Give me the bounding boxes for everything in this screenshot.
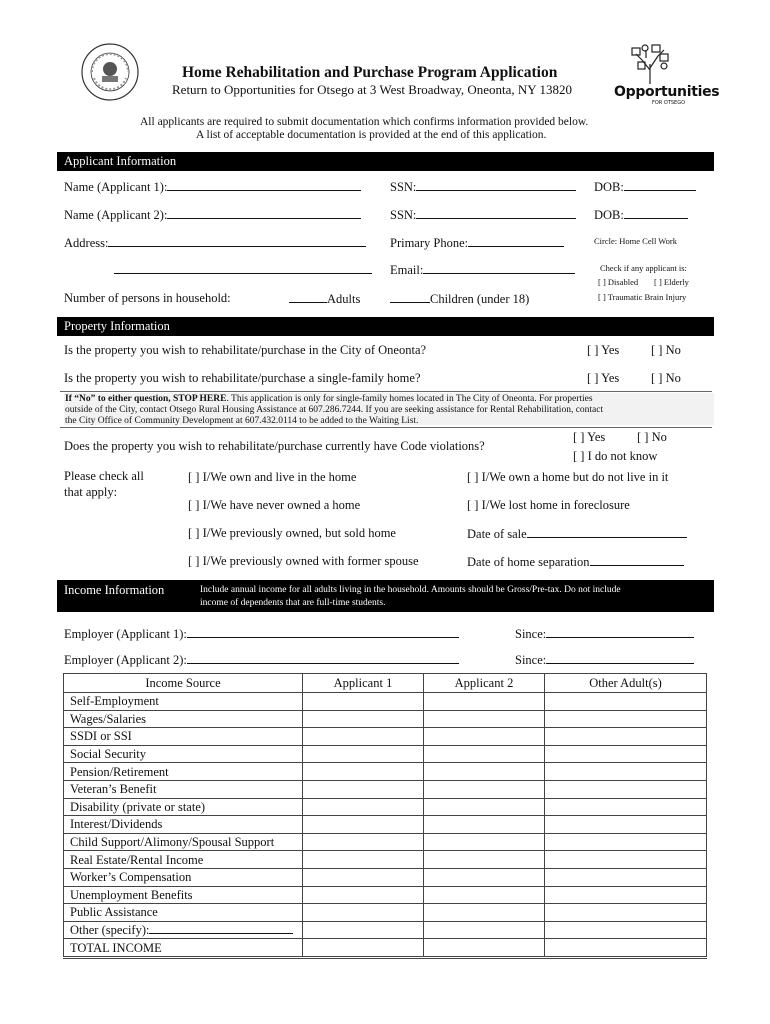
applicant1-amount-cell[interactable] [303, 851, 424, 869]
logo-subtext: FOR OTSEGO [652, 100, 686, 106]
applicant1-amount-cell[interactable] [303, 728, 424, 746]
q2-yes-checkbox[interactable]: [ ] Yes [587, 371, 620, 385]
total-income-label: TOTAL INCOME [64, 939, 303, 958]
income-source-label: Child Support/Alimony/Spousal Support [64, 833, 303, 851]
other-adults-amount-cell[interactable] [545, 693, 707, 711]
address-field[interactable] [64, 235, 366, 251]
q1-yes-checkbox[interactable]: [ ] Yes [587, 343, 620, 357]
own-not-live-checkbox[interactable]: [ ] I/We own a home but do not live in it [467, 470, 669, 484]
income-source-label: Self-Employment [64, 693, 303, 711]
table-row [64, 728, 707, 746]
income-source-label: Real Estate/Rental Income [64, 851, 303, 869]
applicant1-amount-cell[interactable] [303, 868, 424, 886]
applicant1-amount-cell[interactable] [303, 763, 424, 781]
income-section-header [57, 580, 714, 612]
income-source-label: Veteran’s Benefit [64, 780, 303, 798]
applicant2-amount-cell[interactable] [424, 780, 545, 798]
col-applicant1: Applicant 1 [303, 674, 424, 693]
other-adults-amount-cell[interactable] [545, 728, 707, 746]
return-address: Return to Opportunities for Otsego at 3 West Broadway, Oneonta, NY 13820 [172, 82, 572, 97]
ssn1-label: SSN: [390, 180, 417, 194]
date-of-separation-label: Date of home separation [467, 555, 590, 569]
dob1-label: DOB: [594, 180, 624, 194]
applicant1-amount-cell[interactable] [303, 833, 424, 851]
table-row [64, 886, 707, 904]
income-source-label: Interest/Dividends [64, 816, 303, 834]
other-adults-amount-cell[interactable] [545, 798, 707, 816]
total-applicant1-cell[interactable] [303, 939, 424, 958]
other-adults-amount-cell[interactable] [545, 710, 707, 728]
children-label: Children (under 18) [430, 292, 530, 306]
table-row [64, 710, 707, 728]
q2-no-checkbox[interactable]: [ ] No [651, 371, 681, 385]
since2-field[interactable] [515, 652, 694, 668]
property-section-header [57, 317, 714, 336]
applicant2-amount-cell[interactable] [424, 728, 545, 746]
adults-field[interactable] [289, 291, 360, 307]
logo-text: Opportunities [614, 84, 720, 100]
applicant-section-header [57, 152, 714, 171]
applicant2-amount-cell[interactable] [424, 710, 545, 728]
table-row [64, 904, 707, 922]
elderly-checkbox[interactable]: [ ] Elderly [654, 277, 689, 287]
employer2-field[interactable] [64, 652, 459, 668]
other-adults-amount-cell[interactable] [545, 904, 707, 922]
since2-label: Since: [515, 653, 547, 667]
q3-yes-checkbox[interactable]: [ ] Yes [573, 430, 606, 444]
applicant-section-title: Applicant Information [64, 154, 177, 168]
property-section-title: Property Information [64, 319, 170, 333]
q3-dont-know-checkbox[interactable]: [ ] I do not know [573, 449, 658, 463]
primary-phone-field[interactable] [390, 235, 564, 251]
income-note-line1: Include annual income for all adults living in the household. Amounts should be Gross/Pre-tax. Do not include [200, 585, 621, 595]
other-adults-amount-cell[interactable] [545, 921, 707, 939]
income-table-header [64, 674, 707, 693]
income-table [63, 673, 707, 959]
col-other-adults: Other Adult(s) [545, 674, 707, 693]
since1-label: Since: [515, 627, 547, 641]
applicant2-amount-cell[interactable] [424, 798, 545, 816]
check-all-label-1: Please check all [64, 469, 144, 483]
applicant2-amount-cell[interactable] [424, 833, 545, 851]
date-of-sale-field[interactable] [467, 526, 687, 542]
applicant1-amount-cell[interactable] [303, 921, 424, 939]
sold-home-checkbox[interactable]: [ ] I/We previously owned, but sold home [188, 526, 396, 540]
dob2-field[interactable] [594, 207, 688, 223]
dob2-label: DOB: [594, 208, 624, 222]
applicant1-amount-cell[interactable] [303, 816, 424, 834]
employer2-label: Employer (Applicant 2): [64, 653, 187, 667]
income-source-label: Unemployment Benefits [64, 886, 303, 904]
table-row [64, 798, 707, 816]
income-source-label: Pension/Retirement [64, 763, 303, 781]
table-row [64, 851, 707, 869]
never-owned-checkbox[interactable]: [ ] I/We have never owned a home [188, 498, 361, 512]
income-source-label: Public Assistance [64, 904, 303, 922]
city-seal [80, 42, 140, 102]
col-income-source: Income Source [64, 674, 303, 693]
table-row [64, 780, 707, 798]
other-adults-amount-cell[interactable] [545, 868, 707, 886]
primary-phone-label: Primary Phone: [390, 236, 469, 250]
applicant2-amount-cell[interactable] [424, 921, 545, 939]
table-row [64, 816, 707, 834]
form-title: Home Rehabilitation and Purchase Program Application [182, 64, 558, 81]
applicant2-amount-cell[interactable] [424, 904, 545, 922]
other-adults-amount-cell[interactable] [545, 816, 707, 834]
applicant1-amount-cell[interactable] [303, 710, 424, 728]
opportunities-logo [612, 40, 720, 106]
applicant2-amount-cell[interactable] [424, 816, 545, 834]
email-label: Email: [390, 263, 424, 277]
table-row [64, 868, 707, 886]
foreclosure-checkbox[interactable]: [ ] I/We lost home in foreclosure [467, 498, 630, 512]
stop-here-text: If “No” to either question, STOP HERE [65, 394, 227, 404]
check-if-label: Check if any applicant is: [600, 263, 687, 273]
dob1-field[interactable] [594, 179, 696, 195]
other-adults-amount-cell[interactable] [545, 833, 707, 851]
income-note-line2: income of dependents that are full-time students. [200, 598, 386, 608]
table-row [64, 745, 707, 763]
check-all-label-2: that apply: [64, 485, 118, 499]
q1-no-checkbox[interactable]: [ ] No [651, 343, 681, 357]
applicant1-amount-cell[interactable] [303, 886, 424, 904]
address-label: Address: [64, 236, 109, 250]
name-applicant1-label: Name (Applicant 1): [64, 180, 168, 194]
income-source-label: Social Security [64, 745, 303, 763]
table-row [64, 921, 707, 939]
applicant2-amount-cell[interactable] [424, 851, 545, 869]
ssn2-label: SSN: [390, 208, 417, 222]
income-section-title: Income Information [64, 583, 165, 597]
stop-notice-line2: outside of the City, contact Otsego Rural Housing Assistance at 607.286.7244. If you are seeking assistance for Rental Rehabilitation, contact [65, 405, 604, 415]
phone-type-options[interactable]: Circle: Home Cell Work [594, 236, 677, 246]
name-applicant1-field[interactable] [64, 179, 361, 195]
other-adults-amount-cell[interactable] [545, 851, 707, 869]
table-row [64, 693, 707, 711]
applicant1-amount-cell[interactable] [303, 745, 424, 763]
disabled-checkbox[interactable]: [ ] Disabled [598, 277, 639, 287]
applicant2-amount-cell[interactable] [424, 745, 545, 763]
other-adults-amount-cell[interactable] [545, 745, 707, 763]
income-source-label: Other (specify): [64, 921, 303, 939]
col-applicant2: Applicant 2 [424, 674, 545, 693]
other-adults-amount-cell[interactable] [545, 886, 707, 904]
employer1-label: Employer (Applicant 1): [64, 627, 187, 641]
own-live-checkbox[interactable]: [ ] I/We own and live in the home [188, 470, 357, 484]
total-applicant2-cell[interactable] [424, 939, 545, 958]
stop-notice-line3: the City Office of Community Development at 607.432.0114 to be added to the Waiting List. [65, 416, 419, 426]
since1-field[interactable] [515, 626, 694, 642]
applicant2-amount-cell[interactable] [424, 763, 545, 781]
email-field[interactable] [390, 262, 575, 278]
ssn1-field[interactable] [390, 179, 576, 195]
other-adults-amount-cell[interactable] [545, 763, 707, 781]
intro-line-2: A list of acceptable documentation is provided at the end of this application. [196, 129, 547, 141]
applicant1-amount-cell[interactable] [303, 798, 424, 816]
name-applicant2-field[interactable] [64, 207, 361, 223]
total-other-adults-cell[interactable] [545, 939, 707, 958]
former-spouse-checkbox[interactable]: [ ] I/We previously owned with former spouse [188, 554, 419, 568]
date-of-sale-label: Date of sale [467, 527, 527, 541]
income-source-label: Disability (private or state) [64, 798, 303, 816]
income-source-label: Wages/Salaries [64, 710, 303, 728]
children-field[interactable] [390, 291, 529, 307]
applicant1-amount-cell[interactable] [303, 693, 424, 711]
intro-line-1: All applicants are required to submit documentation which confirms information provided below. [140, 116, 589, 128]
applicant2-amount-cell[interactable] [424, 693, 545, 711]
table-row [64, 763, 707, 781]
adults-label: Adults [327, 292, 361, 306]
applicant2-amount-cell[interactable] [424, 868, 545, 886]
employer1-field[interactable] [64, 626, 459, 642]
total-income-row [64, 939, 707, 958]
stop-notice-line1: If “No” to either question, STOP HERE. This application is only for single-family homes located in The City of Oneonta. For properties [65, 394, 593, 404]
ssn2-field[interactable] [390, 207, 576, 223]
question-code-violations: Does the property you wish to rehabilitate/purchase currently have Code violations? [64, 439, 485, 453]
applicant2-amount-cell[interactable] [424, 886, 545, 904]
table-row [64, 833, 707, 851]
applicant1-amount-cell[interactable] [303, 904, 424, 922]
income-source-label: Worker’s Compensation [64, 868, 303, 886]
income-source-label: SSDI or SSI [64, 728, 303, 746]
address-line2-field[interactable] [114, 262, 372, 278]
question-single-family: Is the property you wish to rehabilitate/purchase a single-family home? [64, 371, 421, 385]
other-adults-amount-cell[interactable] [545, 780, 707, 798]
q3-no-checkbox[interactable]: [ ] No [637, 430, 667, 444]
tbi-checkbox[interactable]: [ ] Traumatic Brain Injury [598, 292, 687, 302]
household-label: Number of persons in household: [64, 291, 231, 305]
question-in-oneonta: Is the property you wish to rehabilitate/purchase in the City of Oneonta? [64, 343, 427, 357]
applicant1-amount-cell[interactable] [303, 780, 424, 798]
date-of-separation-field[interactable] [467, 554, 684, 570]
name-applicant2-label: Name (Applicant 2): [64, 208, 168, 222]
